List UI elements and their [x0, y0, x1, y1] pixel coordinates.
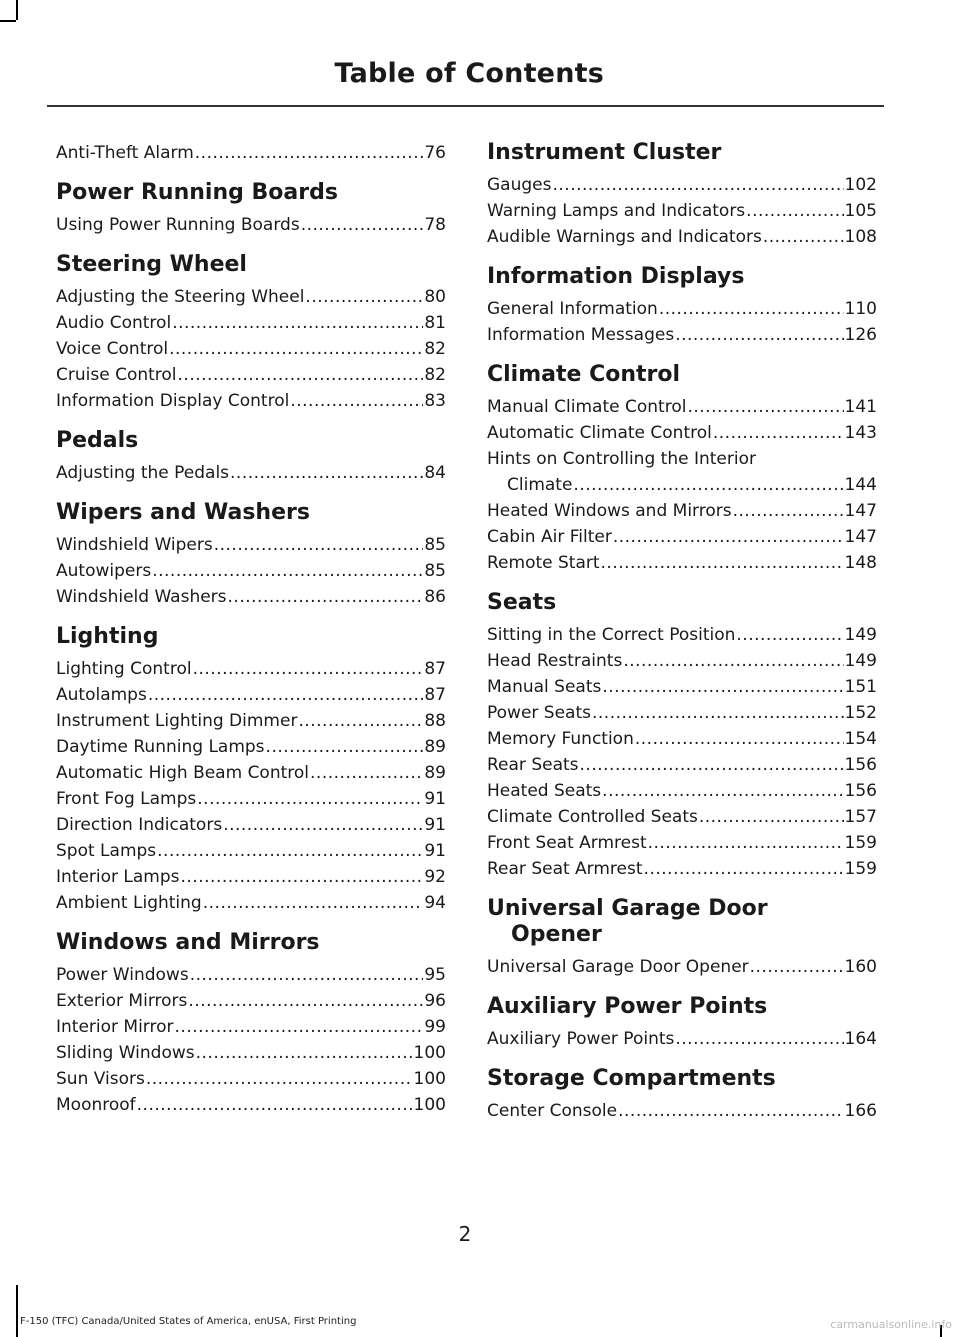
dot-leader	[146, 1066, 413, 1092]
toc-entry-page: 144	[844, 475, 877, 495]
dot-leader	[181, 864, 424, 890]
toc-entry[interactable]	[487, 224, 877, 250]
dot-leader	[763, 224, 844, 250]
toc-entry-page: 143	[844, 423, 877, 443]
toc-entry-label: Head Restraints	[487, 651, 623, 671]
toc-entry-label: Voice Control	[56, 339, 169, 359]
toc-entry[interactable]	[56, 838, 446, 864]
toc-entry-label: Memory Function	[487, 729, 634, 749]
toc-entry-label: Anti-Theft Alarm	[56, 143, 194, 163]
toc-entry-page: 85	[424, 535, 446, 555]
dot-leader	[228, 584, 424, 610]
toc-entry-label: Auxiliary Power Points	[487, 1029, 675, 1049]
section-heading: Instrument Cluster	[487, 140, 722, 165]
toc-entry[interactable]	[56, 1014, 446, 1040]
toc-entry-label: Ambient Lighting	[56, 893, 202, 913]
toc-entry-page: 147	[844, 527, 877, 547]
dot-leader	[193, 656, 424, 682]
toc-entry-page: 88	[424, 711, 446, 731]
dot-leader	[613, 524, 844, 550]
toc-entry-label: Power Seats	[487, 703, 591, 723]
toc-entry-page: 149	[844, 651, 877, 671]
toc-entry-page: 151	[844, 677, 877, 697]
toc-entry-label: Information Display Control	[56, 391, 290, 411]
toc-entry-label: Heated Windows and Mirrors	[487, 501, 732, 521]
toc-entry-label: Hints on Controlling the Interior	[487, 449, 756, 469]
toc-entry[interactable]	[56, 734, 446, 760]
toc-entry[interactable]	[56, 682, 446, 708]
toc-entry-page: 160	[844, 957, 877, 977]
dot-leader	[195, 140, 424, 166]
toc-entry-page: 82	[424, 365, 446, 385]
dot-leader	[230, 460, 423, 486]
toc-entry-page: 164	[844, 1029, 877, 1049]
toc-entry[interactable]	[56, 864, 446, 890]
section-heading: Windows and Mirrors	[56, 930, 320, 955]
toc-section-list	[56, 284, 446, 414]
toc-entry[interactable]	[56, 760, 446, 786]
toc-section-list	[487, 1026, 877, 1052]
toc-entry-label: Cabin Air Filter	[487, 527, 612, 547]
toc-entry[interactable]	[56, 284, 446, 310]
toc-entry-page: 95	[424, 965, 446, 985]
crop-mark-bottom-left-v	[16, 1285, 18, 1337]
dot-leader	[592, 700, 844, 726]
crop-mark-top-left-h	[0, 20, 16, 22]
toc-entry-page: 91	[424, 841, 446, 861]
toc-entry-page: 91	[424, 815, 446, 835]
toc-entry-page: 159	[844, 859, 877, 879]
toc-entry[interactable]	[487, 524, 877, 550]
toc-entry-page: 100	[413, 1095, 446, 1115]
toc-entry-label: Windshield Wipers	[56, 535, 213, 555]
toc-section-list	[487, 394, 877, 576]
toc-entry-label: Manual Seats	[487, 677, 602, 697]
toc-entry-label-continued: Climate	[507, 475, 573, 495]
dot-leader	[203, 890, 424, 916]
toc-entry-label: Remote Start	[487, 553, 600, 573]
toc-entry-label: Instrument Lighting Dimmer	[56, 711, 298, 731]
toc-entry[interactable]	[56, 532, 446, 558]
dot-leader	[713, 420, 844, 446]
toc-entry-page: 157	[844, 807, 877, 827]
toc-entry-label: Universal Garage Door Opener	[487, 957, 749, 977]
toc-entry-label: Heated Seats	[487, 781, 602, 801]
toc-entry[interactable]	[56, 388, 446, 414]
toc-entry-page: 76	[424, 143, 446, 163]
toc-entry-label: Cruise Control	[56, 365, 177, 385]
toc-entry-page: 96	[424, 991, 446, 1011]
toc-entry[interactable]	[487, 420, 877, 446]
toc-entry[interactable]	[487, 700, 877, 726]
dot-leader	[148, 682, 424, 708]
toc-entry-page: 141	[844, 397, 877, 417]
toc-entry-label: Sun Visors	[56, 1069, 145, 1089]
section-heading: Auxiliary Power Points	[487, 994, 768, 1019]
toc-entry[interactable]	[56, 310, 446, 336]
toc-entry-label: Power Windows	[56, 965, 189, 985]
dot-leader	[305, 284, 423, 310]
toc-entry-page: 99	[424, 1017, 446, 1037]
toc-entry[interactable]	[487, 954, 877, 980]
toc-entry[interactable]	[487, 446, 877, 498]
toc-entry-label: Lighting Control	[56, 659, 192, 679]
toc-entry[interactable]	[487, 172, 877, 198]
toc-entry-label: Interior Lamps	[56, 867, 180, 887]
toc-entry-page: 80	[424, 287, 446, 307]
toc-section-list	[487, 1098, 877, 1124]
toc-entry-page: 156	[844, 781, 877, 801]
toc-entry-label: Autowipers	[56, 561, 152, 581]
dot-leader	[699, 804, 844, 830]
dot-leader	[573, 472, 843, 498]
dot-leader	[602, 674, 843, 700]
toc-entry-page: 110	[844, 299, 877, 319]
toc-section-list	[487, 954, 877, 980]
section-heading: Climate Control	[487, 362, 681, 387]
toc-section-list	[56, 212, 446, 238]
toc-entry-page: 100	[413, 1043, 446, 1063]
toc-entry-label: Front Seat Armrest	[487, 833, 647, 853]
toc-entry-label: Automatic Climate Control	[487, 423, 712, 443]
dot-leader	[552, 172, 843, 198]
toc-entry-label: Using Power Running Boards	[56, 215, 300, 235]
toc-left-column	[56, 140, 446, 1132]
dot-leader	[197, 786, 423, 812]
section-heading: Pedals	[56, 428, 139, 453]
toc-entry-page: 105	[844, 201, 877, 221]
dot-leader	[266, 734, 424, 760]
toc-entry[interactable]	[56, 584, 446, 610]
toc-entry[interactable]	[56, 1092, 446, 1118]
toc-entry-label: Spot Lamps	[56, 841, 157, 861]
toc-entry-page: 159	[844, 833, 877, 853]
toc-entry-label: Exterior Mirrors	[56, 991, 188, 1011]
toc-entry-page: 87	[424, 685, 446, 705]
toc-entry[interactable]	[56, 962, 446, 988]
toc-entry[interactable]	[56, 1040, 446, 1066]
toc-entry-page: 78	[424, 215, 446, 235]
dot-leader	[190, 962, 424, 988]
toc-entry[interactable]	[487, 726, 877, 752]
toc-entry-page: 152	[844, 703, 877, 723]
toc-entry[interactable]	[487, 394, 877, 420]
toc-entry-label: General Information	[487, 299, 658, 319]
dot-leader	[178, 362, 424, 388]
dot-leader	[214, 532, 424, 558]
toc-entry-page: 148	[844, 553, 877, 573]
dot-leader	[675, 322, 843, 348]
toc-section-list	[56, 962, 446, 1118]
toc-entry-label: Direction Indicators	[56, 815, 223, 835]
toc-entry[interactable]	[56, 140, 446, 166]
toc-entry-page: 82	[424, 339, 446, 359]
toc-entry-page: 147	[844, 501, 877, 521]
dot-leader	[602, 778, 843, 804]
toc-entry[interactable]	[56, 708, 446, 734]
toc-entry-label: Adjusting the Pedals	[56, 463, 230, 483]
toc-entry-label: Audio Control	[56, 313, 172, 333]
toc-entry-label: Daytime Running Lamps	[56, 737, 265, 757]
toc-section-list	[56, 532, 446, 610]
toc-entry-page: 86	[424, 587, 446, 607]
toc-entry-page: 92	[424, 867, 446, 887]
watermark: carmanualsonline.info	[830, 1318, 952, 1331]
toc-entry-label: Front Fog Lamps	[56, 789, 197, 809]
toc-entry-page: 94	[424, 893, 446, 913]
dot-leader	[169, 336, 423, 362]
section-heading: Steering Wheel	[56, 252, 247, 277]
toc-entry-label: Interior Mirror	[56, 1017, 174, 1037]
toc-entry-page: 85	[424, 561, 446, 581]
section-heading: Universal Garage Door Opener	[487, 896, 768, 947]
toc-entry[interactable]	[56, 1066, 446, 1092]
toc-entry-label: Climate Controlled Seats	[487, 807, 698, 827]
toc-entry-label: Adjusting the Steering Wheel	[56, 287, 305, 307]
toc-entry[interactable]	[487, 804, 877, 830]
dot-leader	[152, 558, 423, 584]
dot-leader	[659, 296, 844, 322]
dot-leader	[746, 198, 843, 224]
toc-entry[interactable]	[56, 656, 446, 682]
section-heading: Information Displays	[487, 264, 745, 289]
toc-entry-page: 126	[844, 325, 877, 345]
toc-entry[interactable]	[487, 1026, 877, 1052]
toc-entry[interactable]	[487, 830, 877, 856]
toc-entry-page: 87	[424, 659, 446, 679]
toc-entry[interactable]	[56, 460, 446, 486]
toc-entry[interactable]	[56, 890, 446, 916]
toc-section-list	[487, 622, 877, 882]
toc-entry-page: 154	[844, 729, 877, 749]
toc-entry-label: Gauges	[487, 175, 552, 195]
toc-section-list	[487, 296, 877, 348]
dot-leader	[623, 648, 843, 674]
dot-leader	[736, 622, 843, 648]
dot-leader	[644, 856, 844, 882]
dot-leader	[687, 394, 843, 420]
toc-entry[interactable]	[487, 550, 877, 576]
page-title: Table of Contents	[334, 58, 604, 89]
toc-section-list	[56, 460, 446, 486]
edition-footer: F-150 (TFC) Canada/United States of America, enUSA, First Printing	[20, 1316, 357, 1327]
toc-entry-label: Audible Warnings and Indicators	[487, 227, 762, 247]
toc-entry[interactable]	[487, 856, 877, 882]
toc-entry[interactable]	[487, 622, 877, 648]
dot-leader	[172, 310, 423, 336]
dot-leader	[733, 498, 844, 524]
section-heading: Lighting	[56, 624, 159, 649]
toc-entry-page: 156	[844, 755, 877, 775]
toc-section-list	[487, 172, 877, 250]
crop-mark-top-left-v	[16, 0, 18, 20]
dot-leader	[175, 1014, 424, 1040]
toc-entry-page: 81	[424, 313, 446, 333]
section-heading: Storage Compartments	[487, 1066, 776, 1091]
toc-entry[interactable]	[56, 336, 446, 362]
toc-entry-label: Information Messages	[487, 325, 675, 345]
toc-section-list	[56, 656, 446, 916]
dot-leader	[301, 212, 424, 238]
dot-leader	[137, 1092, 413, 1118]
dot-leader	[157, 838, 423, 864]
toc-entry-page: 108	[844, 227, 877, 247]
page-number: 2	[458, 1222, 472, 1246]
dot-leader	[601, 550, 844, 576]
dot-leader	[223, 812, 423, 838]
toc-entry[interactable]	[487, 752, 877, 778]
toc-entry[interactable]	[56, 362, 446, 388]
toc-entry-label: Windshield Washers	[56, 587, 227, 607]
toc-right-column	[487, 140, 877, 1138]
toc-entry-label: Automatic High Beam Control	[56, 763, 310, 783]
toc-entry-label: Rear Seats	[487, 755, 579, 775]
dot-leader	[580, 752, 844, 778]
toc-entry-label: Autolamps	[56, 685, 147, 705]
section-heading: Power Running Boards	[56, 180, 338, 205]
toc-entry-page: 89	[424, 763, 446, 783]
toc-entry[interactable]	[487, 674, 877, 700]
toc-entry-label: Sliding Windows	[56, 1043, 195, 1063]
toc-entry-page: 100	[413, 1069, 446, 1089]
header-divider	[47, 105, 884, 107]
dot-leader	[675, 1026, 843, 1052]
toc-entry[interactable]	[56, 558, 446, 584]
toc-entry[interactable]	[487, 198, 877, 224]
toc-entry[interactable]	[56, 988, 446, 1014]
toc-entry-page: 166	[844, 1101, 877, 1121]
dot-leader	[648, 830, 844, 856]
dot-leader	[618, 1098, 843, 1124]
toc-entry-label: Moonroof	[56, 1095, 136, 1115]
toc-entry-label: Center Console	[487, 1101, 618, 1121]
toc-entry-page: 89	[424, 737, 446, 757]
dot-leader	[298, 708, 423, 734]
toc-entry[interactable]	[56, 212, 446, 238]
toc-entry-label: Warning Lamps and Indicators	[487, 201, 746, 221]
toc-entry-label: Manual Climate Control	[487, 397, 687, 417]
dot-leader	[196, 1040, 413, 1066]
section-heading: Seats	[487, 590, 557, 615]
toc-entry[interactable]	[487, 778, 877, 804]
toc-entry-page: 102	[844, 175, 877, 195]
dot-leader	[188, 988, 423, 1014]
toc-entry[interactable]	[56, 786, 446, 812]
toc-entry-page: 91	[424, 789, 446, 809]
dot-leader	[750, 954, 844, 980]
dot-leader	[310, 760, 423, 786]
toc-entry-page: 83	[424, 391, 446, 411]
section-heading: Wipers and Washers	[56, 500, 310, 525]
dot-leader	[290, 388, 423, 414]
toc-entry-page: 149	[844, 625, 877, 645]
toc-entry[interactable]	[487, 648, 877, 674]
toc-entry-page: 84	[424, 463, 446, 483]
toc-entry-label: Rear Seat Armrest	[487, 859, 643, 879]
toc-entry[interactable]	[487, 322, 877, 348]
toc-entry[interactable]	[487, 498, 877, 524]
toc-entry[interactable]	[56, 812, 446, 838]
toc-section-list	[56, 140, 446, 166]
toc-entry-label: Sitting in the Correct Position	[487, 625, 736, 645]
toc-entry[interactable]	[487, 296, 877, 322]
toc-entry[interactable]	[487, 1098, 877, 1124]
dot-leader	[635, 726, 844, 752]
